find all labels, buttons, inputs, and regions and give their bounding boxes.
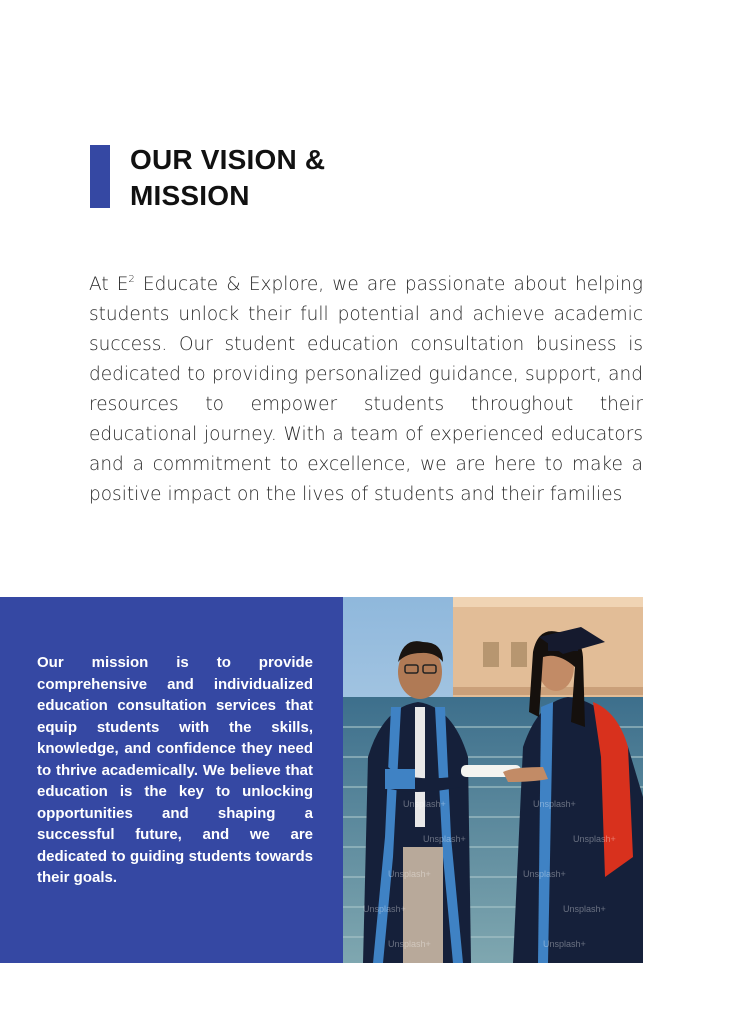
watermark-1: Unsplash+ bbox=[403, 799, 446, 809]
watermark-9: Unsplash+ bbox=[388, 939, 431, 949]
intro-paragraph bbox=[89, 270, 643, 510]
watermark-10: Unsplash+ bbox=[543, 939, 586, 949]
watermark-2: Unsplash+ bbox=[533, 799, 576, 809]
watermark-5: Unsplash+ bbox=[388, 869, 431, 879]
watermark-3: Unsplash+ bbox=[423, 834, 466, 844]
intro-prefix: At E bbox=[89, 274, 129, 295]
page-title-line-2: MISSION bbox=[130, 180, 250, 211]
intro-superscript: 2 bbox=[128, 274, 135, 285]
watermark-7: Unsplash+ bbox=[363, 904, 406, 914]
watermark-6: Unsplash+ bbox=[523, 869, 566, 879]
watermark-8: Unsplash+ bbox=[563, 904, 606, 914]
watermark-4: Unsplash+ bbox=[573, 834, 616, 844]
page-title-line-1: OUR VISION & bbox=[130, 144, 326, 175]
intro-text: Educate & Explore, we are passionate about helping students unlock their full potential and achieve academic success. Our student education consultation business is dedicated to providing personalized guidance, support, and resources to empower students throughout their educational journey. With a team of experienced educators and a commitment to excellence, we are here to make a positive impact on the lives of students and their families bbox=[89, 274, 643, 505]
heading-accent-bar bbox=[90, 145, 110, 208]
mission-statement: Our mission is to provide comprehensive and individualized education consultation services that equip students with the skills, knowledge, and confidence they need to thrive academically. We believe that education is the key to unlocking opportunities and shaping a successful future, and we are dedicated to guiding students towards their goals. bbox=[37, 654, 313, 886]
graduation-photo bbox=[343, 597, 643, 963]
page-title bbox=[130, 142, 450, 214]
